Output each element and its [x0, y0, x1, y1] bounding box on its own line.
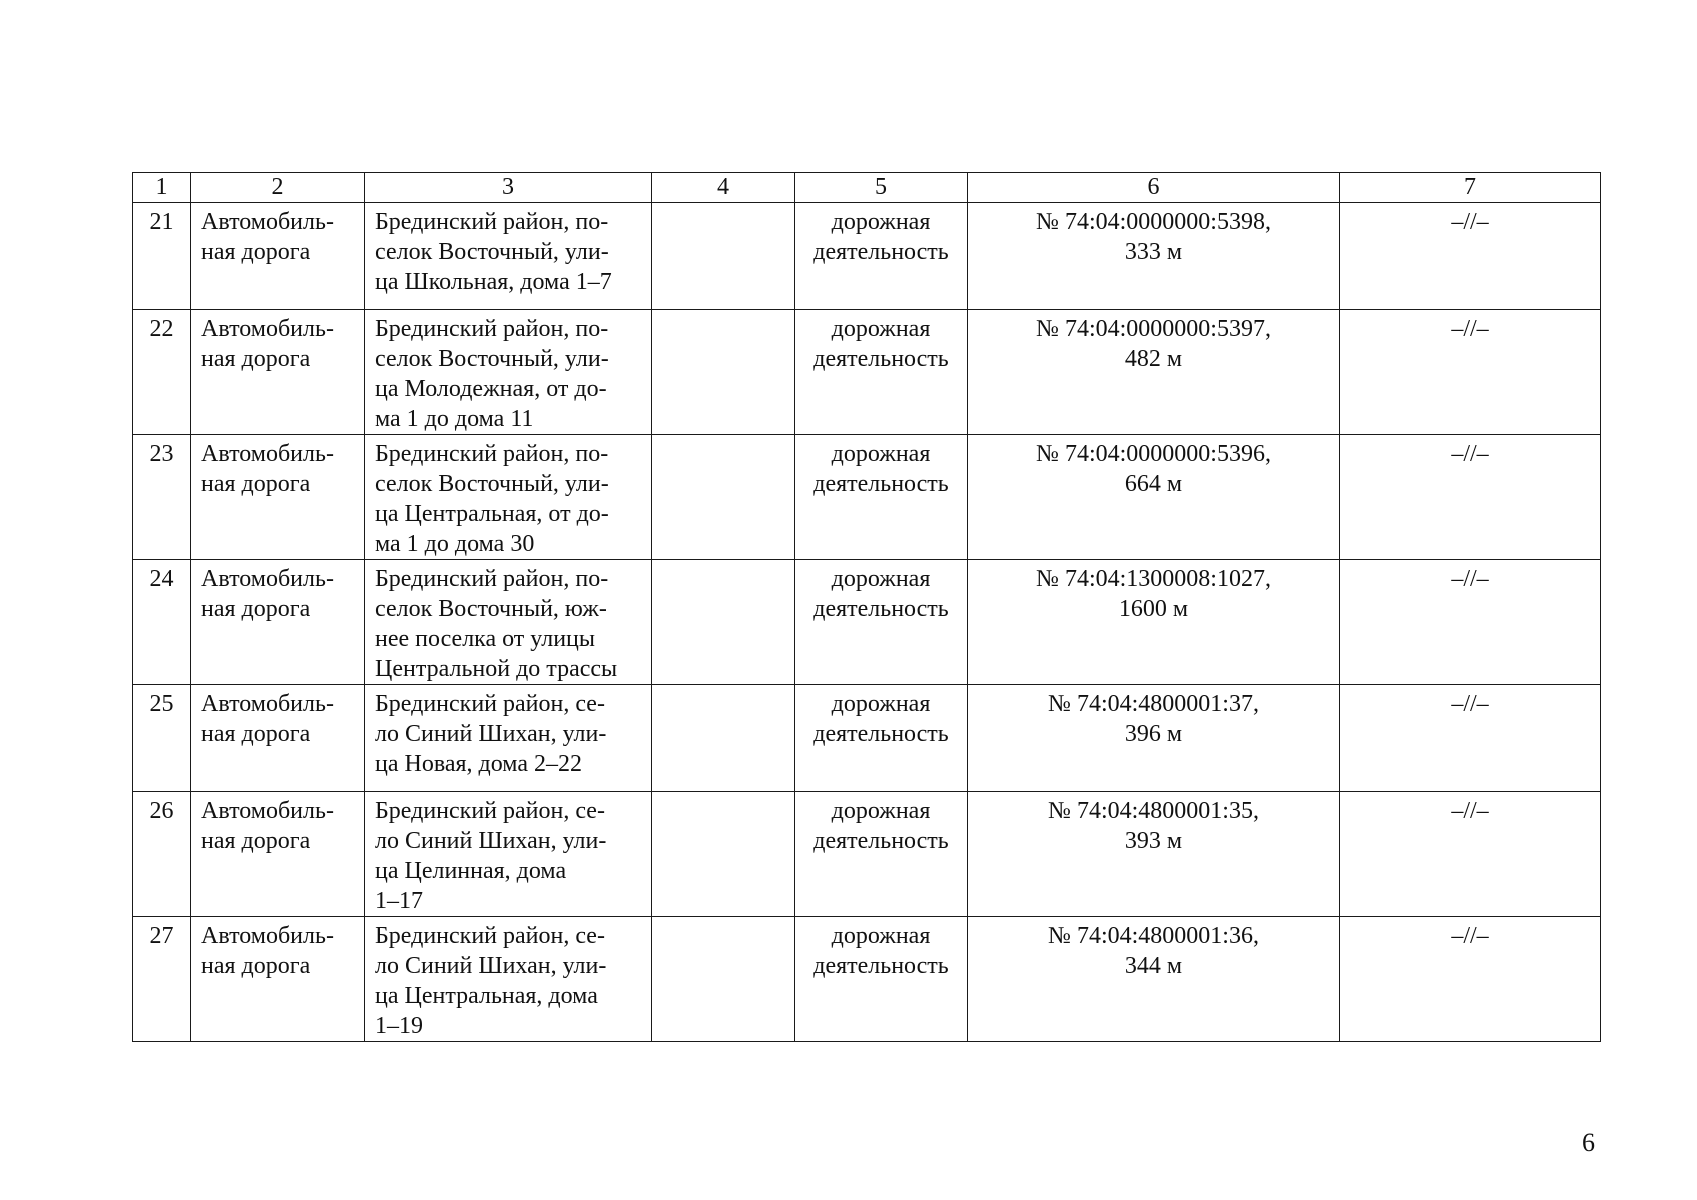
purpose-cell-line: деятельность	[813, 828, 949, 854]
document-page	[132, 172, 1600, 1042]
purpose-cell-line: дорожная	[831, 209, 931, 235]
column-number: 5	[795, 173, 968, 203]
table-row	[133, 310, 1601, 435]
purpose-cell-line: дорожная	[831, 441, 931, 467]
cadastral-cell-line: № 74:04:4800001:37,	[1048, 691, 1259, 717]
column-number: 6	[968, 173, 1340, 203]
address-cell-line: Брединский район, се-	[375, 691, 605, 717]
address-cell-line: ца Молодежная, от до-	[375, 376, 607, 402]
address-cell-line: Брединский район, по-	[375, 316, 609, 342]
address-cell-line: ца Целинная, дома	[375, 858, 567, 884]
table-body	[133, 173, 1601, 1042]
address-cell	[365, 917, 652, 1042]
object-type-cell	[191, 203, 365, 310]
column-number-row	[133, 173, 1601, 203]
row-number-cell: 24	[133, 560, 191, 685]
purpose-cell	[795, 310, 968, 435]
purpose-cell	[795, 685, 968, 792]
object-type-cell	[191, 310, 365, 435]
note-cell: –//–	[1340, 560, 1601, 685]
address-cell-line: ло Синий Шихан, ули-	[375, 953, 607, 979]
object-type-cell	[191, 435, 365, 560]
purpose-cell	[795, 917, 968, 1042]
cadastral-cell	[968, 792, 1340, 917]
object-type-cell-line: Автомобиль-	[201, 798, 334, 824]
object-type-cell	[191, 792, 365, 917]
cadastral-cell	[968, 310, 1340, 435]
address-cell-line: 1–17	[375, 888, 423, 914]
object-type-cell-line: ная дорога	[201, 721, 311, 747]
cadastral-cell	[968, 560, 1340, 685]
cadastral-cell	[968, 917, 1340, 1042]
object-type-cell-line: Автомобиль-	[201, 691, 334, 717]
object-type-cell	[191, 917, 365, 1042]
address-cell-line: селок Восточный, ули-	[375, 471, 609, 497]
address-cell-line: Брединский район, се-	[375, 923, 605, 949]
object-type-cell-line: ная дорога	[201, 239, 311, 265]
row-number-cell: 26	[133, 792, 191, 917]
cadastral-cell-line: № 74:04:0000000:5396,	[1036, 441, 1271, 467]
column-number: 1	[133, 173, 191, 203]
address-cell	[365, 792, 652, 917]
row-number-cell: 23	[133, 435, 191, 560]
empty-cell	[652, 685, 795, 792]
cadastral-cell-line: № 74:04:0000000:5398,	[1036, 209, 1271, 235]
address-cell-line: ца Школьная, дома 1–7	[375, 269, 612, 295]
address-cell	[365, 203, 652, 310]
cadastral-cell-line: 344 м	[1124, 953, 1183, 979]
address-cell-line: ца Центральная, дома	[375, 983, 598, 1009]
object-type-cell-line: ная дорога	[201, 346, 311, 372]
address-cell-line: Брединский район, се-	[375, 798, 605, 824]
address-cell-line: Брединский район, по-	[375, 441, 609, 467]
address-cell-line: ло Синий Шихан, ули-	[375, 828, 607, 854]
cadastral-cell-line: № 74:04:1300008:1027,	[1036, 566, 1271, 592]
address-cell	[365, 685, 652, 792]
address-cell-line: 1–19	[375, 1013, 423, 1039]
purpose-cell-line: дорожная	[831, 316, 931, 342]
column-number: 7	[1340, 173, 1601, 203]
address-cell-line: ца Новая, дома 2–22	[375, 751, 582, 777]
purpose-cell	[795, 203, 968, 310]
purpose-cell	[795, 560, 968, 685]
empty-cell	[652, 560, 795, 685]
object-type-cell-line: Автомобиль-	[201, 923, 334, 949]
empty-cell	[652, 917, 795, 1042]
cadastral-cell-line: 1600 м	[1118, 596, 1189, 622]
row-number-cell: 25	[133, 685, 191, 792]
address-cell-line: ма 1 до дома 30	[375, 531, 535, 557]
row-number-cell: 21	[133, 203, 191, 310]
table-row	[133, 917, 1601, 1042]
cadastral-cell-line: № 74:04:0000000:5397,	[1036, 316, 1271, 342]
cadastral-cell	[968, 203, 1340, 310]
cadastral-cell-line: 333 м	[1124, 239, 1183, 265]
cadastral-cell-line: 393 м	[1124, 828, 1183, 854]
note-cell: –//–	[1340, 917, 1601, 1042]
purpose-cell	[795, 792, 968, 917]
purpose-cell-line: деятельность	[813, 953, 949, 979]
cadastral-cell-line: 482 м	[1124, 346, 1183, 372]
object-type-cell-line: ная дорога	[201, 471, 311, 497]
purpose-cell-line: дорожная	[831, 691, 931, 717]
purpose-cell-line: деятельность	[813, 721, 949, 747]
column-number: 4	[652, 173, 795, 203]
cadastral-cell-line: № 74:04:4800001:35,	[1048, 798, 1259, 824]
empty-cell	[652, 435, 795, 560]
page-number: 6	[1582, 1128, 1595, 1157]
cadastral-cell	[968, 685, 1340, 792]
address-cell-line: селок Восточный, ули-	[375, 346, 609, 372]
object-type-cell-line: ная дорога	[201, 953, 311, 979]
purpose-cell-line: деятельность	[813, 471, 949, 497]
object-type-cell	[191, 685, 365, 792]
purpose-cell-line: деятельность	[813, 239, 949, 265]
column-number: 3	[365, 173, 652, 203]
cadastral-cell	[968, 435, 1340, 560]
column-number: 2	[191, 173, 365, 203]
note-cell: –//–	[1340, 792, 1601, 917]
empty-cell	[652, 310, 795, 435]
note-cell: –//–	[1340, 203, 1601, 310]
cadastral-cell-line: 396 м	[1124, 721, 1183, 747]
purpose-cell	[795, 435, 968, 560]
table-row	[133, 792, 1601, 917]
object-type-cell-line: Автомобиль-	[201, 316, 334, 342]
purpose-cell-line: дорожная	[831, 923, 931, 949]
table-row	[133, 685, 1601, 792]
table-row	[133, 560, 1601, 685]
address-cell-line: нее поселка от улицы	[375, 626, 596, 652]
address-cell-line: Брединский район, по-	[375, 209, 609, 235]
note-cell: –//–	[1340, 435, 1601, 560]
note-cell: –//–	[1340, 310, 1601, 435]
address-cell	[365, 310, 652, 435]
empty-cell	[652, 792, 795, 917]
address-cell	[365, 435, 652, 560]
address-cell-line: Центральной до трассы	[375, 656, 618, 682]
address-cell-line: ло Синий Шихан, ули-	[375, 721, 607, 747]
table-row	[133, 203, 1601, 310]
empty-cell	[652, 203, 795, 310]
row-number-cell: 22	[133, 310, 191, 435]
cadastral-cell-line: № 74:04:4800001:36,	[1048, 923, 1259, 949]
address-cell-line: ца Центральная, от до-	[375, 501, 609, 527]
object-type-cell-line: Автомобиль-	[201, 566, 334, 592]
row-number-cell: 27	[133, 917, 191, 1042]
address-cell-line: селок Восточный, ули-	[375, 239, 609, 265]
address-cell-line: ма 1 до дома 11	[375, 406, 534, 432]
object-type-cell-line: ная дорога	[201, 828, 311, 854]
note-cell: –//–	[1340, 685, 1601, 792]
object-type-cell	[191, 560, 365, 685]
address-cell-line: Брединский район, по-	[375, 566, 609, 592]
address-cell	[365, 560, 652, 685]
object-type-cell-line: Автомобиль-	[201, 441, 334, 467]
road-registry-table	[132, 172, 1601, 1042]
object-type-cell-line: Автомобиль-	[201, 209, 334, 235]
object-type-cell-line: ная дорога	[201, 596, 311, 622]
table-row	[133, 435, 1601, 560]
purpose-cell-line: деятельность	[813, 596, 949, 622]
address-cell-line: селок Восточный, юж-	[375, 596, 607, 622]
purpose-cell-line: дорожная	[831, 566, 931, 592]
purpose-cell-line: дорожная	[831, 798, 931, 824]
cadastral-cell-line: 664 м	[1124, 471, 1183, 497]
purpose-cell-line: деятельность	[813, 346, 949, 372]
